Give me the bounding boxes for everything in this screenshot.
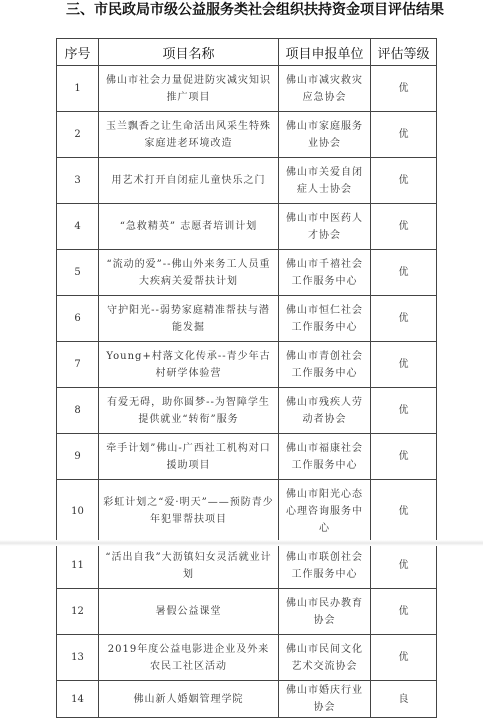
cell-project-name: 用艺术打开自闭症儿童快乐之门 [99, 158, 279, 204]
cell-applicant-unit: 佛山市青创社会工作服务中心 [279, 342, 371, 388]
cell-project-name: Young+村落文化传承--青少年古村研学体验营 [99, 342, 279, 388]
cell-applicant-unit: 佛山市恒仁社会工作服务中心 [279, 296, 371, 342]
cell-project-name: “活出自我”大沥镇妇女灵活就业计划 [99, 543, 279, 589]
cell-grade: 优 [371, 250, 437, 296]
evaluation-results-table [56, 38, 437, 718]
cell-project-name: 有爱无碍，助你圆梦--为智障学生提供就业“转衔”服务 [99, 388, 279, 434]
cell-applicant-unit: 佛山市关爱自闭症人士协会 [279, 158, 371, 204]
cell-grade: 优 [371, 342, 437, 388]
cell-no: 2 [57, 112, 99, 158]
table-row [57, 543, 437, 589]
cell-no: 13 [57, 635, 99, 681]
column-header-applicant-unit: 项目申报单位 [279, 39, 371, 66]
table-row [57, 250, 437, 296]
cell-no: 6 [57, 296, 99, 342]
cell-applicant-unit: 佛山市残疾人劳动者协会 [279, 388, 371, 434]
table-row [57, 480, 437, 543]
table-row [57, 342, 437, 388]
page-heading: 三、市民政局市级公益服务类社会组织扶持资金项目评估结果 [66, 2, 444, 18]
table-row [57, 388, 437, 434]
table-row [57, 112, 437, 158]
cell-project-name: 佛山新人婚姻管理学院 [99, 681, 279, 718]
cell-grade: 优 [371, 158, 437, 204]
table-row [57, 204, 437, 250]
table-header-row [57, 39, 437, 66]
cell-project-name: 玉兰飘香之让生命活出风采生特殊家庭进老环境改造 [99, 112, 279, 158]
cell-no: 1 [57, 66, 99, 112]
cell-project-name: 守护阳光--弱势家庭精准帮扶与潜能发掘 [99, 296, 279, 342]
cell-no: 7 [57, 342, 99, 388]
column-header-no: 序号 [57, 39, 99, 66]
table-row [57, 158, 437, 204]
cell-grade: 优 [371, 388, 437, 434]
cell-no: 4 [57, 204, 99, 250]
page-fold-shadow [0, 540, 483, 546]
cell-project-name: “急救精英” 志愿者培训计划 [99, 204, 279, 250]
cell-applicant-unit: 佛山市家庭服务业协会 [279, 112, 371, 158]
table-row [57, 681, 437, 718]
cell-project-name: 佛山市社会力量促进防灾减灾知识推广项目 [99, 66, 279, 112]
cell-no: 5 [57, 250, 99, 296]
table-row [57, 296, 437, 342]
cell-applicant-unit: 佛山市福康社会工作服务中心 [279, 434, 371, 480]
cell-grade: 优 [371, 635, 437, 681]
table-row [57, 635, 437, 681]
table-row [57, 434, 437, 480]
column-header-grade: 评估等级 [371, 39, 437, 66]
cell-grade: 优 [371, 434, 437, 480]
cell-grade: 优 [371, 296, 437, 342]
cell-applicant-unit: 佛山市民间文化艺术交流协会 [279, 635, 371, 681]
cell-applicant-unit: 佛山市民办教育协会 [279, 589, 371, 635]
cell-no: 8 [57, 388, 99, 434]
cell-no: 12 [57, 589, 99, 635]
cell-project-name: 2019年度公益电影进企业及外来农民工社区活动 [99, 635, 279, 681]
cell-project-name: 暑假公益课堂 [99, 589, 279, 635]
table-row [57, 589, 437, 635]
cell-applicant-unit: 佛山市千禧社会工作服务中心 [279, 250, 371, 296]
cell-grade: 优 [371, 66, 437, 112]
table-row [57, 66, 437, 112]
cell-grade: 优 [371, 112, 437, 158]
cell-applicant-unit: 佛山市中医药人才协会 [279, 204, 371, 250]
cell-grade: 优 [371, 543, 437, 589]
cell-applicant-unit: 佛山市减灾救灾应急协会 [279, 66, 371, 112]
cell-project-name: “流动的爱”--佛山外来务工人员重大疾病关爱帮扶计划 [99, 250, 279, 296]
cell-no: 14 [57, 681, 99, 718]
cell-applicant-unit: 佛山市婚庆行业协会 [279, 681, 371, 718]
cell-no: 9 [57, 434, 99, 480]
cell-project-name: 牵手计划”佛山-广西社工机构对口援助项目 [99, 434, 279, 480]
cell-project-name: 彩虹计划之“爱·明天”——预防青少年犯罪帮扶项目 [99, 480, 279, 543]
cell-no: 10 [57, 480, 99, 543]
cell-applicant-unit: 佛山市联创社会工作服务中心 [279, 543, 371, 589]
cell-grade: 优 [371, 204, 437, 250]
cell-grade: 良 [371, 681, 437, 718]
cell-no: 3 [57, 158, 99, 204]
cell-grade: 优 [371, 480, 437, 543]
cell-applicant-unit: 佛山市阳光心态心理咨询服务中心 [279, 480, 371, 543]
cell-no: 11 [57, 543, 99, 589]
column-header-project-name: 项目名称 [99, 39, 279, 66]
cell-grade: 优 [371, 589, 437, 635]
